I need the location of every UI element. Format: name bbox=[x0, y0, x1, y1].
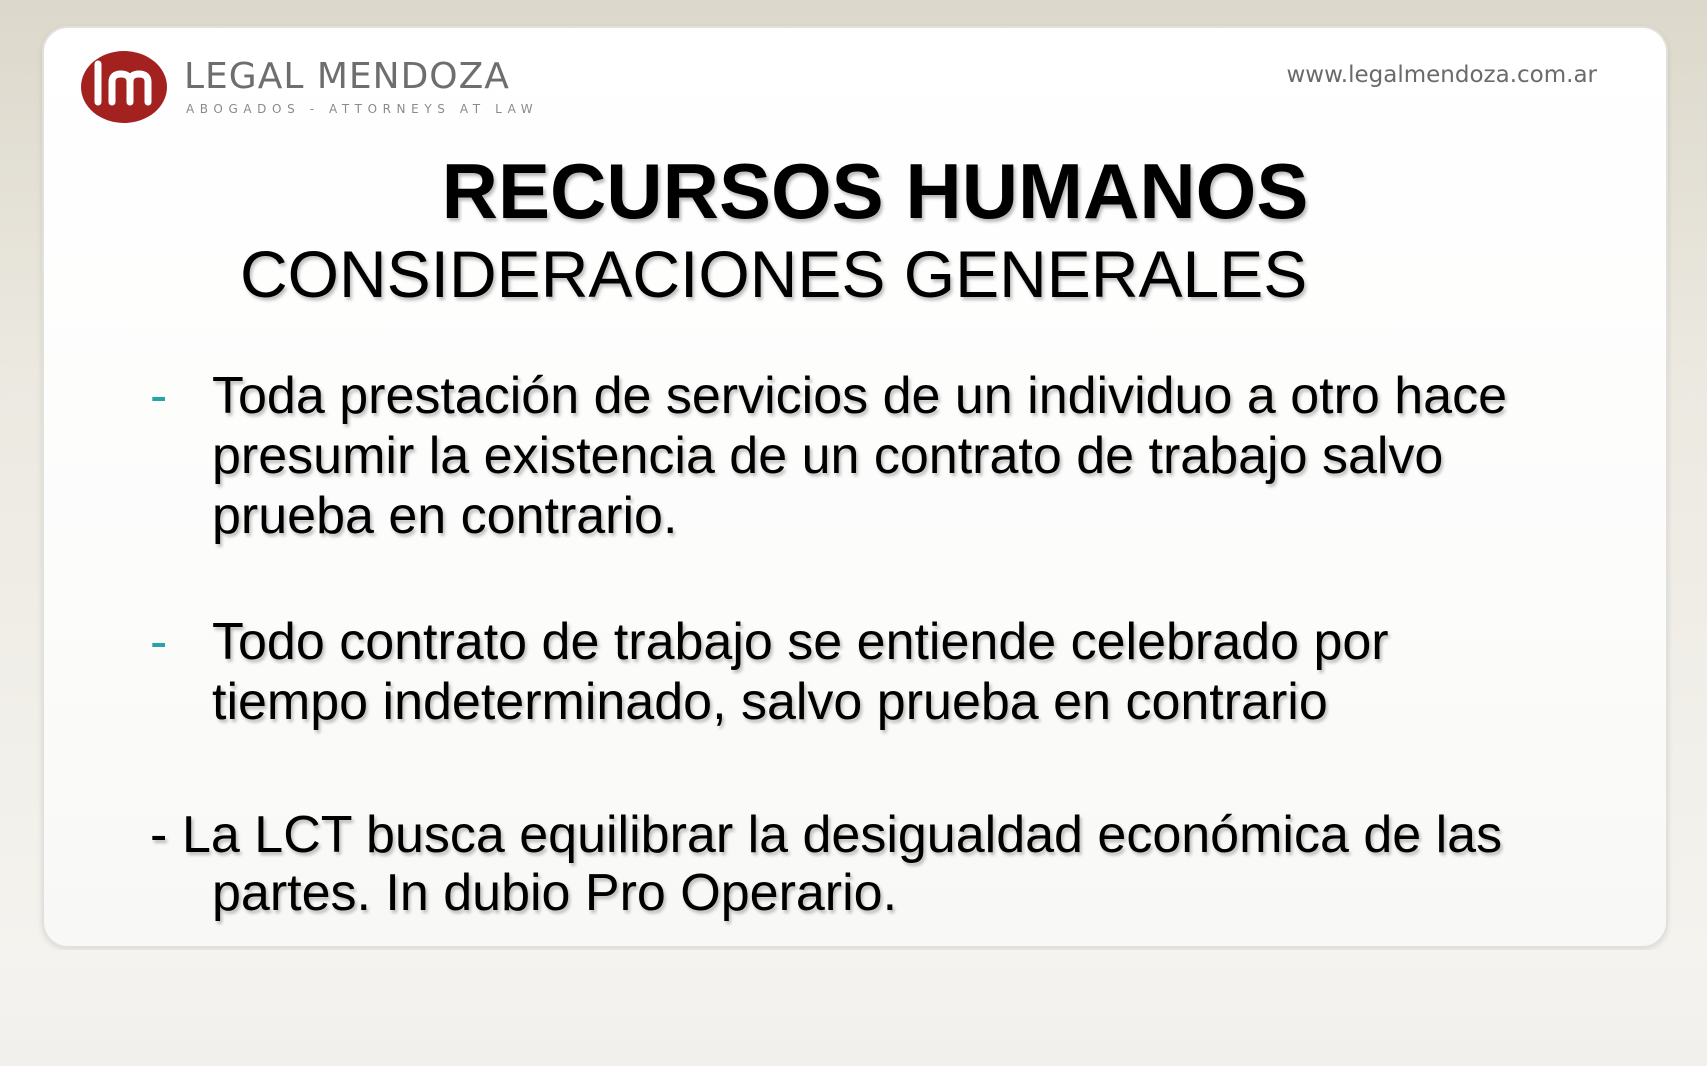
logo-name: LEGAL MENDOZA bbox=[184, 56, 510, 97]
bullet-line: Todo contrato de trabajo se entiende celebrado por bbox=[212, 613, 1389, 671]
website-url: www.legalmendoza.com.ar bbox=[1286, 62, 1597, 88]
bullet-marker: - bbox=[150, 367, 168, 425]
company-logo bbox=[80, 48, 560, 128]
bullet-line: Toda prestación de servicios de un individuo a otro hace bbox=[212, 367, 1508, 425]
logo-tagline: ABOGADOS - ATTORNEYS AT LAW bbox=[186, 102, 539, 116]
bullet-line: La LCT busca equilibrar la desigualdad económica de las bbox=[182, 806, 1503, 864]
bullet-marker: - bbox=[150, 613, 168, 671]
bottom-band bbox=[0, 950, 1707, 1066]
bullet-text bbox=[212, 612, 1389, 732]
bullet-line: prueba en contrario. bbox=[212, 487, 678, 545]
slide-subtitle: CONSIDERACIONES GENERALES bbox=[240, 237, 1308, 311]
bullet-line: tiempo indeterminado, salvo prueba en contrario bbox=[212, 673, 1328, 731]
slide-title: RECURSOS HUMANOS bbox=[441, 147, 1309, 235]
bullet-marker: - bbox=[150, 806, 168, 864]
lm-monogram-icon bbox=[80, 50, 168, 124]
bullet-line: partes. In dubio Pro Operario. bbox=[212, 864, 898, 922]
bullet-text bbox=[212, 366, 1507, 546]
bullet-line: presumir la existencia de un contrato de trabajo salvo bbox=[212, 427, 1444, 485]
